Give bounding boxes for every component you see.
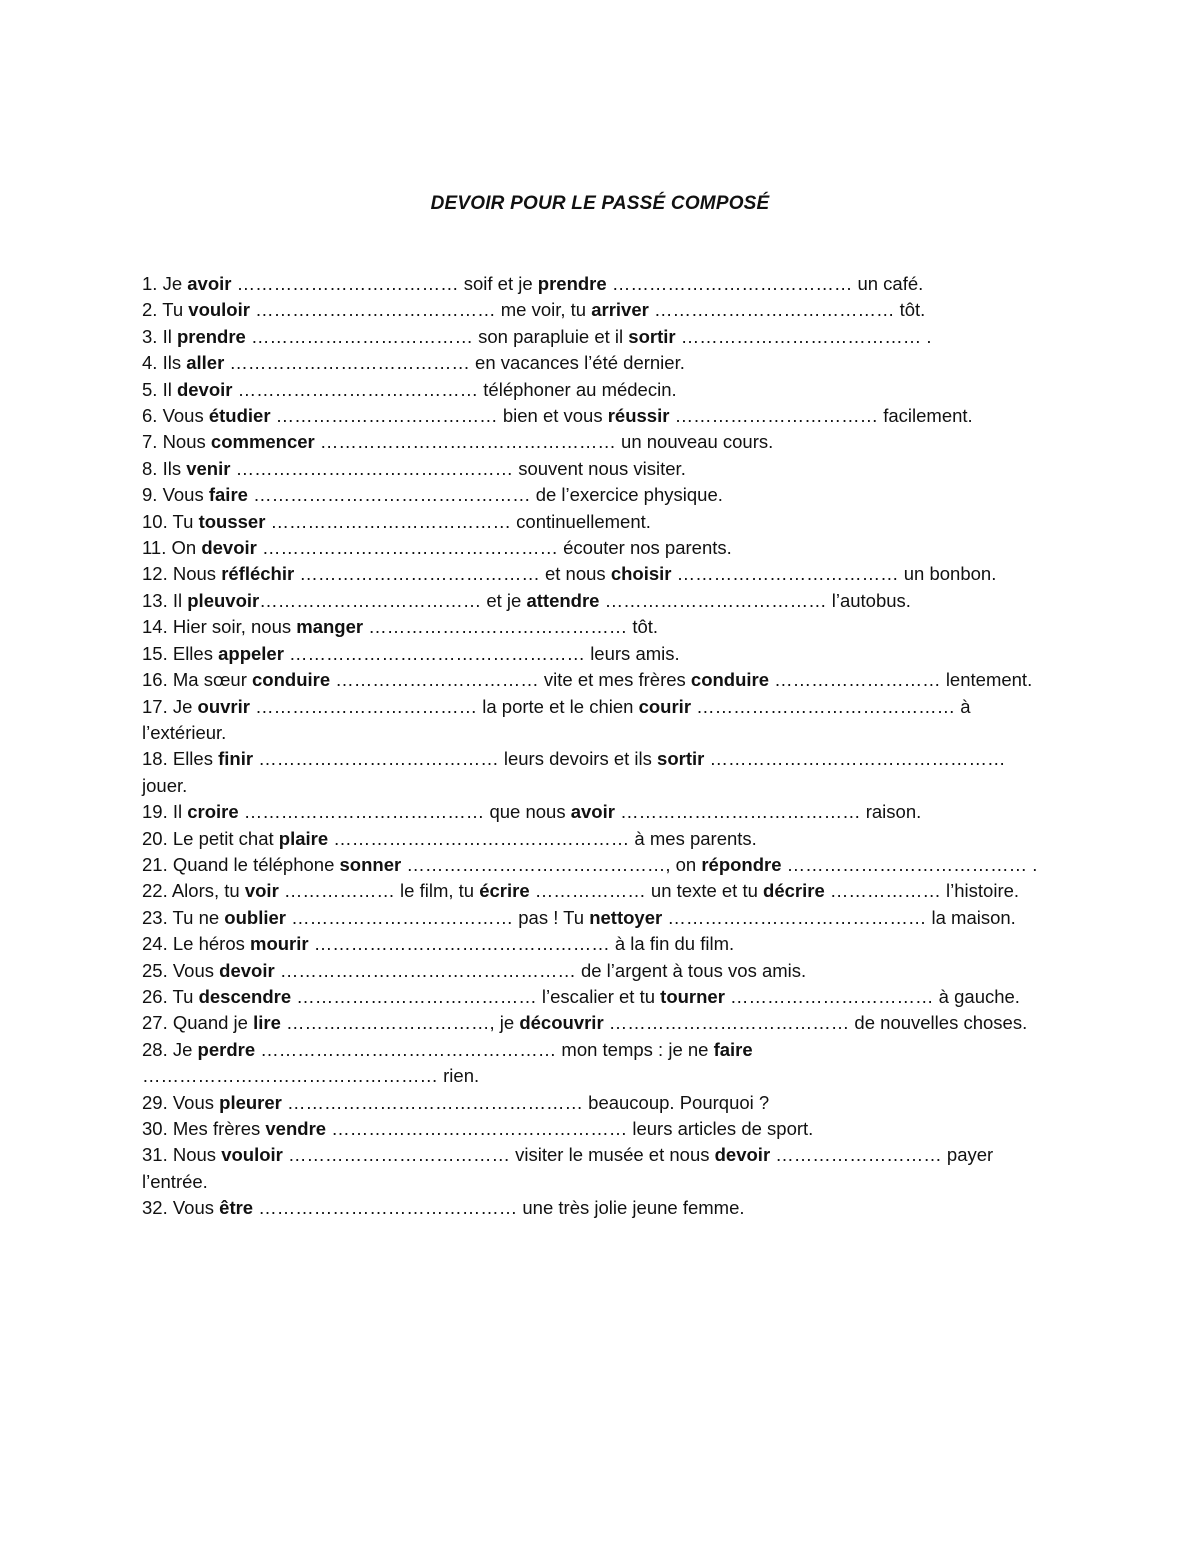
verb: arriver	[591, 299, 649, 321]
exercise-item	[142, 826, 1052, 852]
verb: devoir	[714, 1144, 771, 1166]
exercise-item	[142, 1142, 1052, 1195]
document-title: DEVOIR POUR LE PASSÉ COMPOSÉ	[430, 193, 770, 214]
sentence-text: ………………………………… que nous	[238, 801, 571, 823]
exercise-item	[142, 667, 1052, 693]
verb: conduire	[252, 669, 331, 691]
verb: devoir	[176, 378, 233, 400]
verb: répondre	[701, 853, 782, 875]
exercise-list	[142, 271, 1052, 1222]
sentence-text: 21. Quand le téléphone	[142, 853, 340, 875]
sentence-text: 25. Vous	[142, 959, 220, 981]
exercise-item	[142, 482, 1052, 508]
exercise-item	[142, 614, 1052, 640]
sentence-text: ……………………………………… souvent nous visiter.	[230, 457, 686, 479]
exercise-item	[142, 377, 1052, 403]
verb: écrire	[479, 880, 530, 902]
sentence-text: 20. Le petit chat	[142, 827, 279, 849]
verb: aller	[186, 352, 225, 374]
sentence-text: ……………………………… bien et vous	[270, 405, 608, 427]
verb: finir	[218, 748, 254, 770]
sentence-text: ………………………………… me voir, tu	[249, 299, 592, 321]
sentence-text: 8. Ils	[142, 457, 187, 479]
sentence-text: …………………………………… la maison.	[662, 906, 1016, 928]
sentence-text: ……………………………… un bonbon.	[671, 563, 997, 585]
sentence-text: ………………………………… et nous	[294, 563, 611, 585]
verb: avoir	[570, 801, 615, 823]
verb: être	[219, 1197, 254, 1219]
verb: oublier	[224, 906, 286, 928]
sentence-text: 12. Nous	[142, 563, 222, 585]
sentence-text: 7. Nous	[142, 431, 211, 453]
verb: vouloir	[188, 299, 250, 321]
exercise-item	[142, 1037, 1052, 1090]
sentence-text: 15. Elles	[142, 642, 219, 664]
sentence-text: ………………………………… .	[675, 325, 932, 347]
verb: devoir	[201, 537, 257, 559]
exercise-item	[142, 905, 1052, 931]
exercise-item	[142, 456, 1052, 482]
sentence-text: ………………………………… l’escalier et tu	[291, 985, 661, 1007]
verb: voir	[244, 880, 279, 902]
exercise-item	[142, 641, 1052, 667]
sentence-text: …………………………… à gauche.	[724, 985, 1020, 1007]
sentence-text: ………………………………… tôt.	[648, 299, 926, 321]
exercise-item	[142, 931, 1052, 957]
exercise-item	[142, 509, 1052, 535]
sentence-text: ………………………………… .	[781, 853, 1038, 875]
exercise-item	[142, 878, 1052, 904]
exercise-item	[142, 1116, 1052, 1142]
verb: pleurer	[219, 1091, 282, 1113]
sentence-text: ………………………………………… de l’argent à tous vos amis.	[274, 959, 807, 981]
verb: croire	[187, 801, 239, 823]
sentence-text: ……………………………… l’autobus.	[599, 589, 911, 611]
sentence-text: 9. Vous	[142, 484, 209, 506]
sentence-text: ………………………………………… leurs articles de sport.	[326, 1118, 814, 1139]
verb: conduire	[690, 669, 770, 691]
verb: attendre	[526, 589, 600, 611]
exercise-item	[142, 1090, 1052, 1116]
verb: tousser	[198, 510, 266, 532]
sentence-text: 2. Tu	[142, 299, 189, 321]
sentence-text: ………………………………………… à mes parents.	[328, 827, 757, 849]
sentence-text: 11. On	[142, 537, 202, 559]
verb: commencer	[210, 431, 315, 453]
exercise-item	[142, 297, 1052, 323]
sentence-text: ………………………………… continuellement.	[265, 510, 651, 532]
sentence-text: ……………………………………… de l’exercice physique.	[247, 484, 723, 506]
verb: choisir	[610, 563, 672, 585]
verb: venir	[186, 457, 231, 479]
sentence-text: 16. Ma sœur	[142, 669, 252, 691]
sentence-text: ……………………………… la porte et le chien	[249, 695, 639, 717]
sentence-text: 14. Hier soir, nous	[142, 616, 297, 638]
verb: découvrir	[519, 1012, 604, 1034]
sentence-text: 19. Il	[142, 801, 188, 823]
verb: réfléchir	[221, 563, 295, 585]
verb: lire	[253, 1012, 281, 1034]
verb: prendre	[537, 273, 607, 294]
sentence-text: ……………………………… son parapluie et il	[245, 325, 629, 347]
sentence-text: 10. Tu	[142, 510, 199, 532]
sentence-text: ……………… l’histoire.	[824, 880, 1020, 902]
sentence-text: 23. Tu ne	[142, 906, 225, 928]
exercise-item	[142, 561, 1052, 587]
sentence-text: ……………………… lentement.	[769, 669, 1033, 691]
sentence-text: …………………………… facilement.	[669, 405, 973, 427]
exercise-item	[142, 746, 1052, 799]
verb: pleuvoir	[187, 589, 260, 611]
exercise-item	[142, 694, 1052, 747]
verb: sortir	[628, 325, 676, 347]
sentence-text: ………………………………… en vacances l’été dernier.	[224, 352, 685, 374]
sentence-text: 6. Vous	[142, 405, 209, 427]
exercise-item	[142, 271, 1052, 297]
sentence-text: ……………………… payer l’entrée.	[142, 1144, 994, 1192]
sentence-text: …………………………………… à l’extérieur.	[142, 695, 971, 743]
sentence-text: ……………………………, je	[280, 1012, 520, 1034]
exercise-item	[142, 984, 1052, 1010]
verb: prendre	[176, 325, 246, 347]
verb: décrire	[763, 880, 825, 902]
sentence-text: ………………………………… un café.	[606, 273, 924, 294]
verb: mourir	[250, 933, 309, 955]
sentence-text: ………………………………… leurs devoirs et ils	[253, 748, 658, 770]
exercise-item	[142, 958, 1052, 984]
verb: sonner	[339, 853, 402, 875]
verb: nettoyer	[589, 906, 663, 928]
sentence-text: ………………………………… téléphoner au médecin.	[232, 378, 677, 400]
verb: faire	[208, 484, 248, 506]
sentence-text: 26. Tu	[142, 985, 199, 1007]
exercise-item	[142, 429, 1052, 455]
exercise-item	[142, 799, 1052, 825]
verb: ouvrir	[197, 695, 250, 717]
sentence-text: 32. Vous	[142, 1197, 220, 1219]
sentence-text: ……………………………………, on	[401, 853, 702, 875]
sentence-text: ………………………………… de nouvelles choses.	[603, 1012, 1028, 1034]
verb: tourner	[660, 985, 725, 1007]
verb: courir	[638, 695, 692, 717]
sentence-text: 18. Elles	[142, 748, 219, 770]
exercise-item	[142, 1195, 1052, 1221]
sentence-text: …………………………………… une très jolie jeune femme.	[253, 1197, 745, 1219]
verb: réussir	[607, 405, 670, 427]
verb: devoir	[219, 959, 275, 981]
sentence-text: ………………………………………… à la fin du film.	[308, 933, 735, 955]
sentence-text: 5. Il	[142, 378, 177, 400]
sentence-text: ……………………………… pas ! Tu	[285, 906, 590, 928]
sentence-text: ……………… un texte et tu	[529, 880, 764, 902]
exercise-item	[142, 350, 1052, 376]
sentence-text: 30. Mes frères	[142, 1118, 266, 1139]
sentence-text: 29. Vous	[142, 1091, 220, 1113]
verb: vouloir	[221, 1144, 283, 1166]
sentence-text: …………………………… vite et mes frères	[330, 669, 691, 691]
sentence-text: ………………………………………… mon temps : je ne	[255, 1038, 714, 1060]
sentence-text: 28. Je	[142, 1038, 198, 1060]
verb: sortir	[657, 748, 705, 770]
sentence-text: 3. Il	[142, 325, 177, 347]
sentence-text: ……………………………… et je	[259, 589, 527, 611]
sentence-text: 27. Quand je	[142, 1012, 254, 1034]
exercise-item	[142, 535, 1052, 561]
verb: faire	[713, 1038, 753, 1060]
sentence-text: ………………………………………… leurs amis.	[283, 642, 680, 664]
verb: étudier	[208, 405, 271, 427]
exercise-item	[142, 852, 1052, 878]
sentence-text: 4. Ils	[142, 352, 187, 374]
sentence-text: ………………………………………… rien.	[142, 1065, 480, 1087]
sentence-text: 22. Alors, tu	[142, 880, 245, 902]
sentence-text: ………………………………………… écouter nos parents.	[256, 537, 732, 559]
sentence-text: 31. Nous	[142, 1144, 222, 1166]
sentence-text: ………………………………… raison.	[614, 801, 922, 823]
sentence-text: ………………………………………… un nouveau cours.	[314, 431, 774, 453]
sentence-text: ………………………………………… beaucoup. Pourquoi ?	[281, 1091, 770, 1113]
sentence-text: ……………………………… soif et je	[231, 273, 538, 294]
exercise-item	[142, 403, 1052, 429]
sentence-text: ………………………………………… jouer.	[142, 748, 1006, 796]
sentence-text: 13. Il	[142, 589, 188, 611]
exercise-item	[142, 324, 1052, 350]
exercise-item	[142, 588, 1052, 614]
verb: plaire	[278, 827, 329, 849]
sentence-text: ……………… le film, tu	[278, 880, 480, 902]
sentence-text: 24. Le héros	[142, 933, 250, 955]
exercise-item	[142, 1010, 1052, 1036]
sentence-text: …………………………………… tôt.	[363, 616, 659, 638]
verb: descendre	[198, 985, 292, 1007]
verb: avoir	[187, 273, 232, 294]
sentence-text: 17. Je	[142, 695, 198, 717]
verb: appeler	[218, 642, 284, 664]
verb: vendre	[265, 1118, 327, 1139]
verb: manger	[296, 616, 364, 638]
verb: perdre	[197, 1038, 256, 1060]
sentence-text: ……………………………… visiter le musée et nous	[282, 1144, 715, 1166]
sentence-text: 1. Je	[142, 273, 188, 294]
